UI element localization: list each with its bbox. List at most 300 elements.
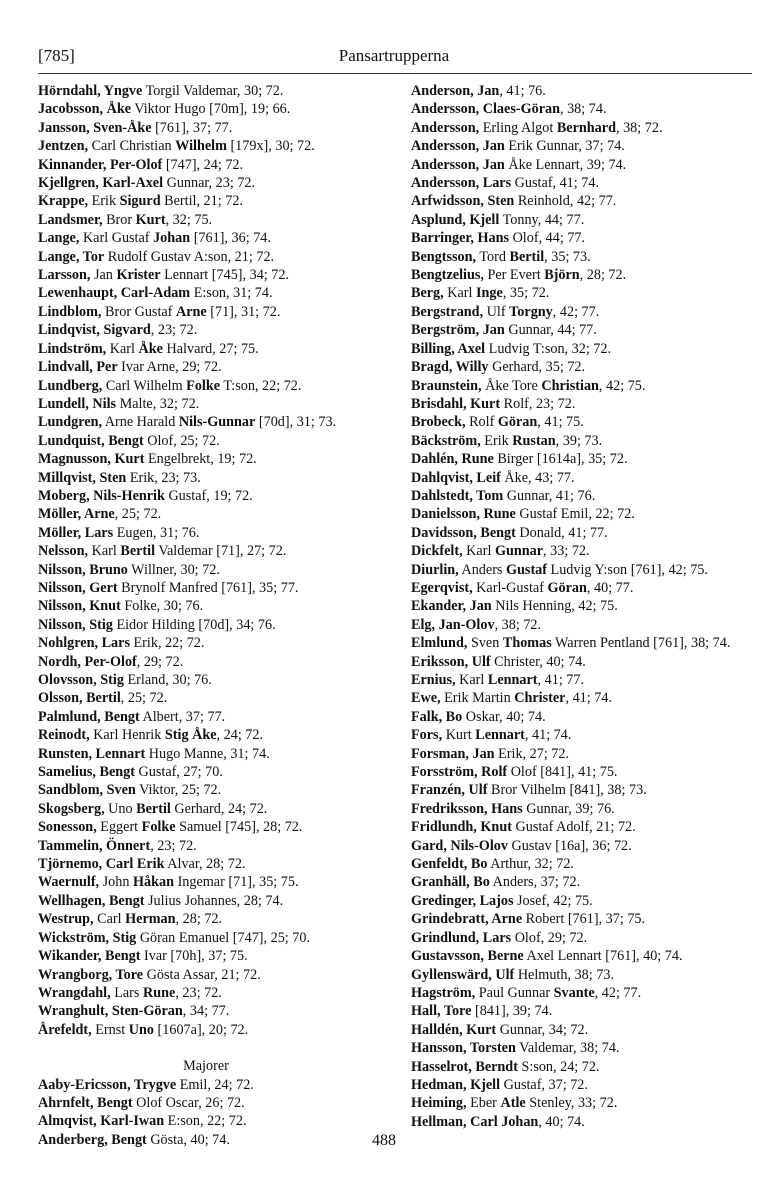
- header-rule: [38, 73, 752, 74]
- entry-details: , 41; 77.: [537, 672, 585, 688]
- entry-details: Robert [761], 37; 75.: [522, 911, 646, 928]
- entry-surname: Bergström, Jan: [411, 322, 505, 339]
- entry-details: Erik, 23; 73.: [126, 469, 201, 486]
- entry-details: Torgil Valdemar, 30; 72.: [142, 83, 284, 99]
- register-entry: [411, 671, 754, 689]
- register-entry: [38, 450, 374, 468]
- entry-surname: Lange,: [38, 230, 80, 247]
- entry-surname: Andersson, Jan: [411, 138, 505, 155]
- entry-surname: Gyllenswärd, Ulf: [411, 966, 515, 983]
- entry-details: Helmuth, 38; 73.: [514, 966, 614, 983]
- entry-details: Åke Lennart, 39; 74.: [504, 156, 627, 173]
- entry-surname: Magnusson, Kurt: [38, 451, 145, 468]
- entry-details: Gunnar, 44; 77.: [504, 322, 597, 339]
- entry-surname: Brisdahl, Kurt: [411, 395, 501, 412]
- register-entry: [38, 266, 374, 284]
- entry-details: , 41; 76.: [499, 83, 546, 99]
- entry-details: Albert, 37; 77.: [139, 708, 226, 725]
- entry-surname: Almqvist, Karl-Iwan: [38, 1113, 165, 1130]
- register-entry: [411, 745, 754, 763]
- register-entry: [38, 137, 374, 155]
- entry-surname: Dahlén, Rune: [411, 451, 494, 468]
- register-entry: [38, 248, 374, 266]
- entry-surname: Bäckström,: [411, 432, 481, 449]
- entry-surname: Nilsson, Bruno: [38, 561, 128, 578]
- register-entry: [411, 837, 754, 855]
- register-entry: [38, 910, 374, 928]
- entry-surname: Andersson,: [411, 119, 480, 136]
- entry-details: , 38; 72.: [494, 616, 542, 633]
- register-entry: [411, 1039, 754, 1057]
- register-entry: [411, 1113, 754, 1131]
- entry-surname: Ahrnfelt, Bengt: [38, 1094, 133, 1111]
- entry-surname: Hagström,: [411, 984, 476, 1001]
- entry-callname: Folke: [141, 819, 176, 836]
- entry-details: , 24; 72.: [216, 727, 264, 744]
- register-entry: [411, 984, 754, 1002]
- entry-callname: Inge: [476, 285, 503, 302]
- register-entry: [411, 1021, 754, 1039]
- entry-details: Olof, 44; 77.: [509, 230, 586, 247]
- entry-details: Eidor Hilding [70d], 34; 76.: [112, 616, 276, 633]
- entry-surname: Lange, Tor: [38, 248, 105, 265]
- entry-surname: Anderson, Jan: [411, 83, 500, 99]
- entry-details: Gustaf, 37; 72.: [500, 1076, 588, 1093]
- entry-details: Gunnar, 34; 72.: [496, 1021, 589, 1038]
- entry-details: Lennart [745], 34; 72.: [160, 267, 290, 284]
- entry-details: Karl: [88, 543, 121, 560]
- register-entry: [38, 597, 374, 615]
- entry-surname: Fors,: [411, 727, 443, 744]
- entry-details: Eggert: [96, 819, 142, 836]
- register-entry: [38, 984, 374, 1002]
- entry-details: Karl Henrik: [89, 727, 165, 744]
- entry-details: Oskar, 40; 74.: [462, 708, 546, 725]
- entry-details: Olof, 29; 72.: [511, 929, 588, 946]
- register-entry: [38, 284, 374, 302]
- register-entry: [411, 561, 754, 579]
- entry-surname: Falk, Bo: [411, 708, 463, 725]
- entry-details: Olof [841], 41; 75.: [507, 764, 618, 781]
- entry-surname: Hasselrot, Berndt: [411, 1058, 518, 1075]
- register-entry: [38, 156, 374, 174]
- entry-details: Gösta, 40; 74.: [146, 1131, 230, 1148]
- entry-details: Ernst: [91, 1021, 129, 1038]
- register-entry: [38, 321, 374, 339]
- register-entry: [38, 1112, 374, 1130]
- entry-surname: Anderberg, Bengt: [38, 1131, 147, 1148]
- entry-details: Axel Lennart [761], 40; 74.: [523, 948, 683, 965]
- entry-callname: Stig Åke: [164, 727, 217, 744]
- entry-details: , 32; 75.: [165, 211, 213, 228]
- entry-details: Lars: [110, 984, 143, 1001]
- entry-callname: Bertil: [136, 800, 171, 817]
- entry-surname: Nohlgren, Lars: [38, 635, 130, 652]
- entry-surname: Aaby-Ericsson, Trygve: [38, 1076, 177, 1093]
- entry-details: , 28; 72.: [175, 911, 223, 928]
- entry-surname: Ekander, Jan: [411, 598, 492, 615]
- entry-details: Eber: [466, 1095, 501, 1112]
- entry-details: Bertil, 21; 72.: [160, 193, 243, 210]
- entry-surname: Möller, Arne: [38, 506, 115, 523]
- register-entry: [411, 1076, 754, 1094]
- entry-details: Gerhard, 24; 72.: [170, 800, 268, 817]
- entry-surname: Asplund, Kjell: [411, 211, 500, 228]
- entry-surname: Hellman, Carl Johan: [411, 1113, 539, 1130]
- entry-details: Bror Gustaf: [101, 303, 176, 320]
- entry-details: Malte, 32; 72.: [116, 395, 200, 412]
- entry-details: , 34; 77.: [182, 1003, 230, 1020]
- register-entry: [38, 689, 374, 707]
- entry-surname: Bergstrand,: [411, 303, 484, 320]
- register-entry: [38, 1094, 374, 1112]
- entry-surname: Nordh, Per-Olof: [38, 653, 137, 670]
- entry-callname: Göran: [547, 579, 587, 596]
- entry-details: , 23; 72.: [175, 984, 222, 1001]
- entry-surname: Krappe,: [38, 193, 89, 210]
- register-entry: [411, 156, 754, 174]
- entry-details: Stenley, 33; 72.: [525, 1095, 618, 1112]
- entry-surname: Egerqvist,: [411, 579, 473, 596]
- entry-surname: Granhäll, Bo: [411, 874, 490, 891]
- entry-details: Engelbrekt, 19; 72.: [144, 451, 257, 468]
- entry-surname: Barringer, Hans: [411, 230, 510, 247]
- register-entry: [411, 929, 754, 947]
- register-entry: [38, 469, 374, 487]
- entry-surname: Ewe,: [411, 690, 441, 707]
- entry-details: Jan: [90, 267, 117, 284]
- entry-details: Tonny, 44; 77.: [499, 211, 585, 228]
- entry-details: Uno: [104, 800, 137, 817]
- entry-details: , 23; 72.: [150, 837, 197, 854]
- entry-surname: Forsman, Jan: [411, 745, 495, 762]
- entry-details: Christer, 40; 74.: [490, 653, 586, 670]
- page-title: Pansartrupperna: [338, 46, 450, 65]
- register-entry: [411, 726, 754, 744]
- entry-details: , 29; 72.: [136, 653, 184, 670]
- entry-details: Sven: [467, 635, 503, 652]
- entry-surname: Heiming,: [411, 1095, 467, 1112]
- entry-surname: Lindblom,: [38, 303, 102, 320]
- entry-details: Olof Oscar, 26; 72.: [132, 1094, 245, 1111]
- entry-surname: Dahlstedt, Tom: [411, 487, 504, 504]
- register-entry: [411, 616, 754, 634]
- entry-surname: Andersson, Claes-Göran: [411, 101, 560, 118]
- entry-details: , 40; 77.: [586, 579, 634, 596]
- entry-details: , 38; 72.: [615, 119, 663, 136]
- entry-details: [761], 36; 74.: [190, 230, 271, 247]
- entry-surname: Westrup,: [38, 911, 94, 928]
- entry-callname: Atle: [500, 1095, 526, 1112]
- entry-details: Erling Algot: [479, 119, 557, 136]
- entry-callname: Björn: [544, 267, 580, 284]
- entry-details: Anders, 37; 72.: [489, 874, 581, 891]
- register-entry: [411, 818, 754, 836]
- register-entry: [411, 763, 754, 781]
- entry-details: , 41; 75.: [537, 414, 584, 431]
- entry-details: Ludvig Y:son [761], 42; 75.: [547, 561, 708, 578]
- entry-details: Alvar, 28; 72.: [164, 856, 246, 873]
- register-entry: [38, 634, 374, 652]
- register-entry: [411, 524, 754, 542]
- entry-details: Erik: [88, 193, 120, 210]
- entry-details: , 25; 72.: [120, 690, 168, 707]
- register-entry: [38, 579, 374, 597]
- entry-details: Gunnar, 23; 72.: [163, 175, 256, 192]
- entry-surname: Franzén, Ulf: [411, 782, 488, 799]
- entry-details: Karl: [462, 543, 495, 560]
- entry-surname: Lundell, Nils: [38, 395, 117, 412]
- register-entry: [38, 358, 374, 376]
- entry-details: Nils Henning, 42; 75.: [491, 598, 618, 615]
- entry-surname: Runsten, Lennart: [38, 745, 146, 762]
- entry-surname: Andersson, Lars: [411, 175, 512, 192]
- entry-surname: Wrangborg, Tore: [38, 966, 144, 983]
- entry-surname: Brobeck,: [411, 414, 466, 431]
- entry-callname: Torgny: [509, 303, 553, 320]
- entry-callname: Uno: [128, 1021, 154, 1038]
- register-entry: [411, 248, 754, 266]
- register-entry: [411, 395, 754, 413]
- entry-details: , 33; 72.: [543, 543, 590, 560]
- entry-details: Gösta Assar, 21; 72.: [143, 966, 261, 983]
- register-entry: [38, 781, 374, 799]
- entry-surname: Lundquist, Bengt: [38, 432, 144, 449]
- register-entry: [38, 100, 374, 118]
- entry-details: Olof, 25; 72.: [143, 432, 220, 449]
- entry-details: Brynolf Manfred [761], 35; 77.: [117, 579, 299, 596]
- entry-details: , 42; 77.: [552, 303, 600, 320]
- entry-surname: Waernulf,: [38, 874, 100, 891]
- register-entry: [411, 873, 754, 891]
- register-entry: [411, 505, 754, 523]
- entry-surname: Tjörnemo, Carl Erik: [38, 856, 165, 873]
- entry-surname: Larsson,: [38, 267, 91, 284]
- entry-surname: Jentzen,: [38, 138, 89, 155]
- entry-surname: Elg, Jan-Olov: [411, 616, 495, 633]
- entry-details: Viktor, 25; 72.: [135, 782, 222, 799]
- register-entry: [38, 82, 374, 100]
- entry-callname: Nils-Gunnar: [178, 414, 256, 431]
- register-entry: [411, 303, 754, 321]
- entry-details: Erik, 22; 72.: [129, 635, 205, 652]
- entry-details: Valdemar, 38; 74.: [515, 1040, 620, 1057]
- entry-callname: Sigurd: [119, 193, 161, 210]
- entry-callname: Krister: [116, 267, 161, 284]
- register-entry: [38, 855, 374, 873]
- register-entry: [411, 192, 754, 210]
- register-entry: [38, 524, 374, 542]
- entry-details: [71], 31; 72.: [206, 303, 281, 320]
- entry-surname: Fredriksson, Hans: [411, 800, 523, 817]
- entry-surname: Hedman, Kjell: [411, 1076, 501, 1093]
- entry-details: Emil, 24; 72.: [176, 1076, 254, 1093]
- entry-surname: Lindqvist, Sigvard: [38, 322, 151, 339]
- entry-callname: Johan: [153, 230, 191, 247]
- register-entry: [38, 340, 374, 358]
- entry-surname: Tammelin, Önnert: [38, 837, 151, 854]
- entry-details: Anders: [458, 561, 506, 578]
- entry-details: , 35; 72.: [502, 285, 550, 302]
- entry-surname: Jacobsson, Åke: [38, 101, 132, 118]
- entry-details: Gunnar, 41; 76.: [503, 487, 596, 504]
- entry-details: Karl: [443, 285, 477, 302]
- register-entry: [38, 174, 374, 192]
- entry-details: Reinhold, 42; 77.: [514, 193, 617, 210]
- right-column: [411, 82, 754, 1131]
- entry-details: S:son, 24; 72.: [517, 1058, 600, 1075]
- entry-surname: Elmlund,: [411, 635, 468, 652]
- entry-details: Karl: [106, 340, 139, 357]
- entry-details: Arne Harald: [102, 414, 179, 431]
- entry-details: [841], 39; 74.: [471, 1003, 553, 1020]
- entry-details: Rolf, 23; 72.: [500, 395, 576, 412]
- register-entry: [38, 837, 374, 855]
- left-column: [38, 82, 374, 1149]
- entry-surname: Gard, Nils-Olov: [411, 837, 508, 854]
- register-entry: [38, 966, 374, 984]
- entry-callname: Rune: [142, 984, 176, 1001]
- entry-details: Valdemar [71], 27; 72.: [155, 543, 287, 560]
- entry-surname: Forsström, Rolf: [411, 764, 508, 781]
- entry-surname: Davidsson, Bengt: [411, 524, 516, 541]
- entry-details: Ludvig T:son, 32; 72.: [485, 340, 612, 357]
- entry-details: T:son, 22; 72.: [220, 377, 302, 394]
- entry-surname: Braunstein,: [411, 377, 482, 394]
- entry-details: Birger [1614a], 35; 72.: [493, 451, 628, 468]
- register-entry: [38, 708, 374, 726]
- entry-surname: Dahlqvist, Leif: [411, 469, 501, 486]
- register-entry: [38, 1076, 374, 1094]
- entry-details: Rudolf Gustav A:son, 21; 72.: [104, 248, 275, 265]
- entry-surname: Wellhagen, Bengt: [38, 892, 145, 909]
- entry-surname: Fridlundh, Knut: [411, 819, 512, 836]
- register-entry: [38, 542, 374, 560]
- section-heading-majorer: Majorer: [183, 1058, 229, 1075]
- entry-surname: Skogsberg,: [38, 800, 105, 817]
- entry-callname: Folke: [186, 377, 221, 394]
- register-entry: [411, 634, 754, 652]
- entry-surname: Billing, Axel: [411, 340, 486, 357]
- register-entry: [411, 358, 754, 376]
- entry-details: [179x], 30; 72.: [226, 138, 315, 155]
- register-entry: [411, 947, 754, 965]
- entry-details: Erik Martin: [440, 690, 515, 707]
- entry-surname: Landsmer,: [38, 211, 103, 228]
- entry-details: Ivar [70h], 37; 75.: [140, 948, 248, 965]
- register-entry: [38, 303, 374, 321]
- entry-callname: Göran: [497, 414, 538, 431]
- entry-details: Karl: [455, 672, 488, 688]
- entry-callname: Svante: [553, 984, 595, 1001]
- register-entry: [411, 689, 754, 707]
- entry-details: Gustav [16a], 36; 72.: [507, 837, 632, 854]
- entry-surname: Grindebratt, Arne: [411, 911, 523, 928]
- register-entry: [38, 119, 374, 137]
- entry-details: , 42; 77.: [594, 984, 642, 1001]
- entry-details: Gustaf, 41; 74.: [511, 175, 600, 192]
- entry-surname: Wickström, Stig: [38, 929, 137, 946]
- register-entry: [411, 653, 754, 671]
- entry-details: Bror Vilhelm [841], 38; 73.: [487, 782, 647, 799]
- entry-surname: Möller, Lars: [38, 524, 114, 541]
- register-entry: [38, 763, 374, 781]
- register-entry: [411, 266, 754, 284]
- entry-details: Erik: [480, 432, 513, 449]
- entry-details: [70d], 31; 73.: [255, 414, 337, 431]
- register-entry: [411, 100, 754, 118]
- entry-surname: Olsson, Bertil: [38, 690, 121, 707]
- entry-details: Viktor Hugo [70m], 19; 66.: [131, 101, 291, 118]
- register-entry: [411, 1094, 754, 1112]
- register-entry: [38, 929, 374, 947]
- entry-details: Karl Gustaf: [79, 230, 154, 247]
- entry-surname: Bragd, Willy: [411, 359, 489, 376]
- entry-surname: Samelius, Bengt: [38, 764, 135, 781]
- register-entry: [411, 487, 754, 505]
- register-entry: [38, 395, 374, 413]
- entry-details: , 41; 74.: [565, 690, 612, 707]
- register-entry: [38, 487, 374, 505]
- entry-surname: Wikander, Bengt: [38, 948, 141, 965]
- entry-details: Erik Gunnar, 37; 74.: [504, 138, 625, 155]
- entry-details: John: [99, 874, 133, 891]
- entry-surname: Lindvall, Per: [38, 359, 118, 376]
- entry-surname: Lewenhaupt, Carl-Adam: [38, 285, 191, 302]
- entry-details: , 28; 72.: [579, 267, 627, 284]
- entry-details: Åke Tore: [481, 377, 542, 394]
- entry-details: Gustaf, 19; 72.: [164, 487, 253, 504]
- register-entry: [38, 818, 374, 836]
- register-entry: [411, 910, 754, 928]
- entry-surname: Bengtzelius,: [411, 267, 484, 284]
- register-entry: [411, 229, 754, 247]
- register-entry: [38, 745, 374, 763]
- entry-details: Åke, 43; 77.: [500, 469, 575, 486]
- entry-surname: Arfwidsson, Sten: [411, 193, 515, 210]
- entry-surname: Lundberg,: [38, 377, 103, 394]
- entry-details: Gustaf Emil, 22; 72.: [515, 506, 635, 523]
- entry-surname: Sonesson,: [38, 819, 97, 836]
- entry-callname: Åke: [138, 340, 163, 357]
- entry-details: Arthur, 32; 72.: [487, 856, 574, 873]
- entry-details: Kurt: [442, 727, 476, 744]
- entry-details: Karl-Gustaf: [472, 579, 548, 596]
- register-entry: [411, 119, 754, 137]
- entry-surname: Gustavsson, Berne: [411, 948, 524, 965]
- entry-details: Warren Pentland [761], 38; 74.: [551, 635, 731, 652]
- page-number: 488: [372, 1132, 396, 1149]
- entry-details: Gustaf, 27; 70.: [134, 764, 223, 781]
- entry-details: Erik, 27; 72.: [494, 745, 570, 762]
- entry-callname: Bertil: [120, 543, 156, 560]
- entry-details: Carl Christian: [88, 138, 176, 155]
- register-entry: [38, 1021, 374, 1039]
- register-entry: [38, 192, 374, 210]
- entry-callname: Lennart: [487, 672, 538, 688]
- entry-details: E:son, 31; 74.: [190, 285, 273, 302]
- entry-details: [761], 37; 77.: [151, 119, 233, 136]
- entry-surname: Dickfelt,: [411, 543, 463, 560]
- entry-callname: Wilhelm: [175, 138, 227, 155]
- entry-details: Göran Emanuel [747], 25; 70.: [136, 929, 311, 946]
- register-entry: [38, 947, 374, 965]
- entry-details: , 40; 74.: [538, 1113, 585, 1130]
- entry-details: [1607a], 20; 72.: [154, 1021, 249, 1038]
- entry-callname: Christer: [514, 690, 566, 707]
- entry-surname: Bengtsson,: [411, 248, 477, 265]
- register-entry: [38, 561, 374, 579]
